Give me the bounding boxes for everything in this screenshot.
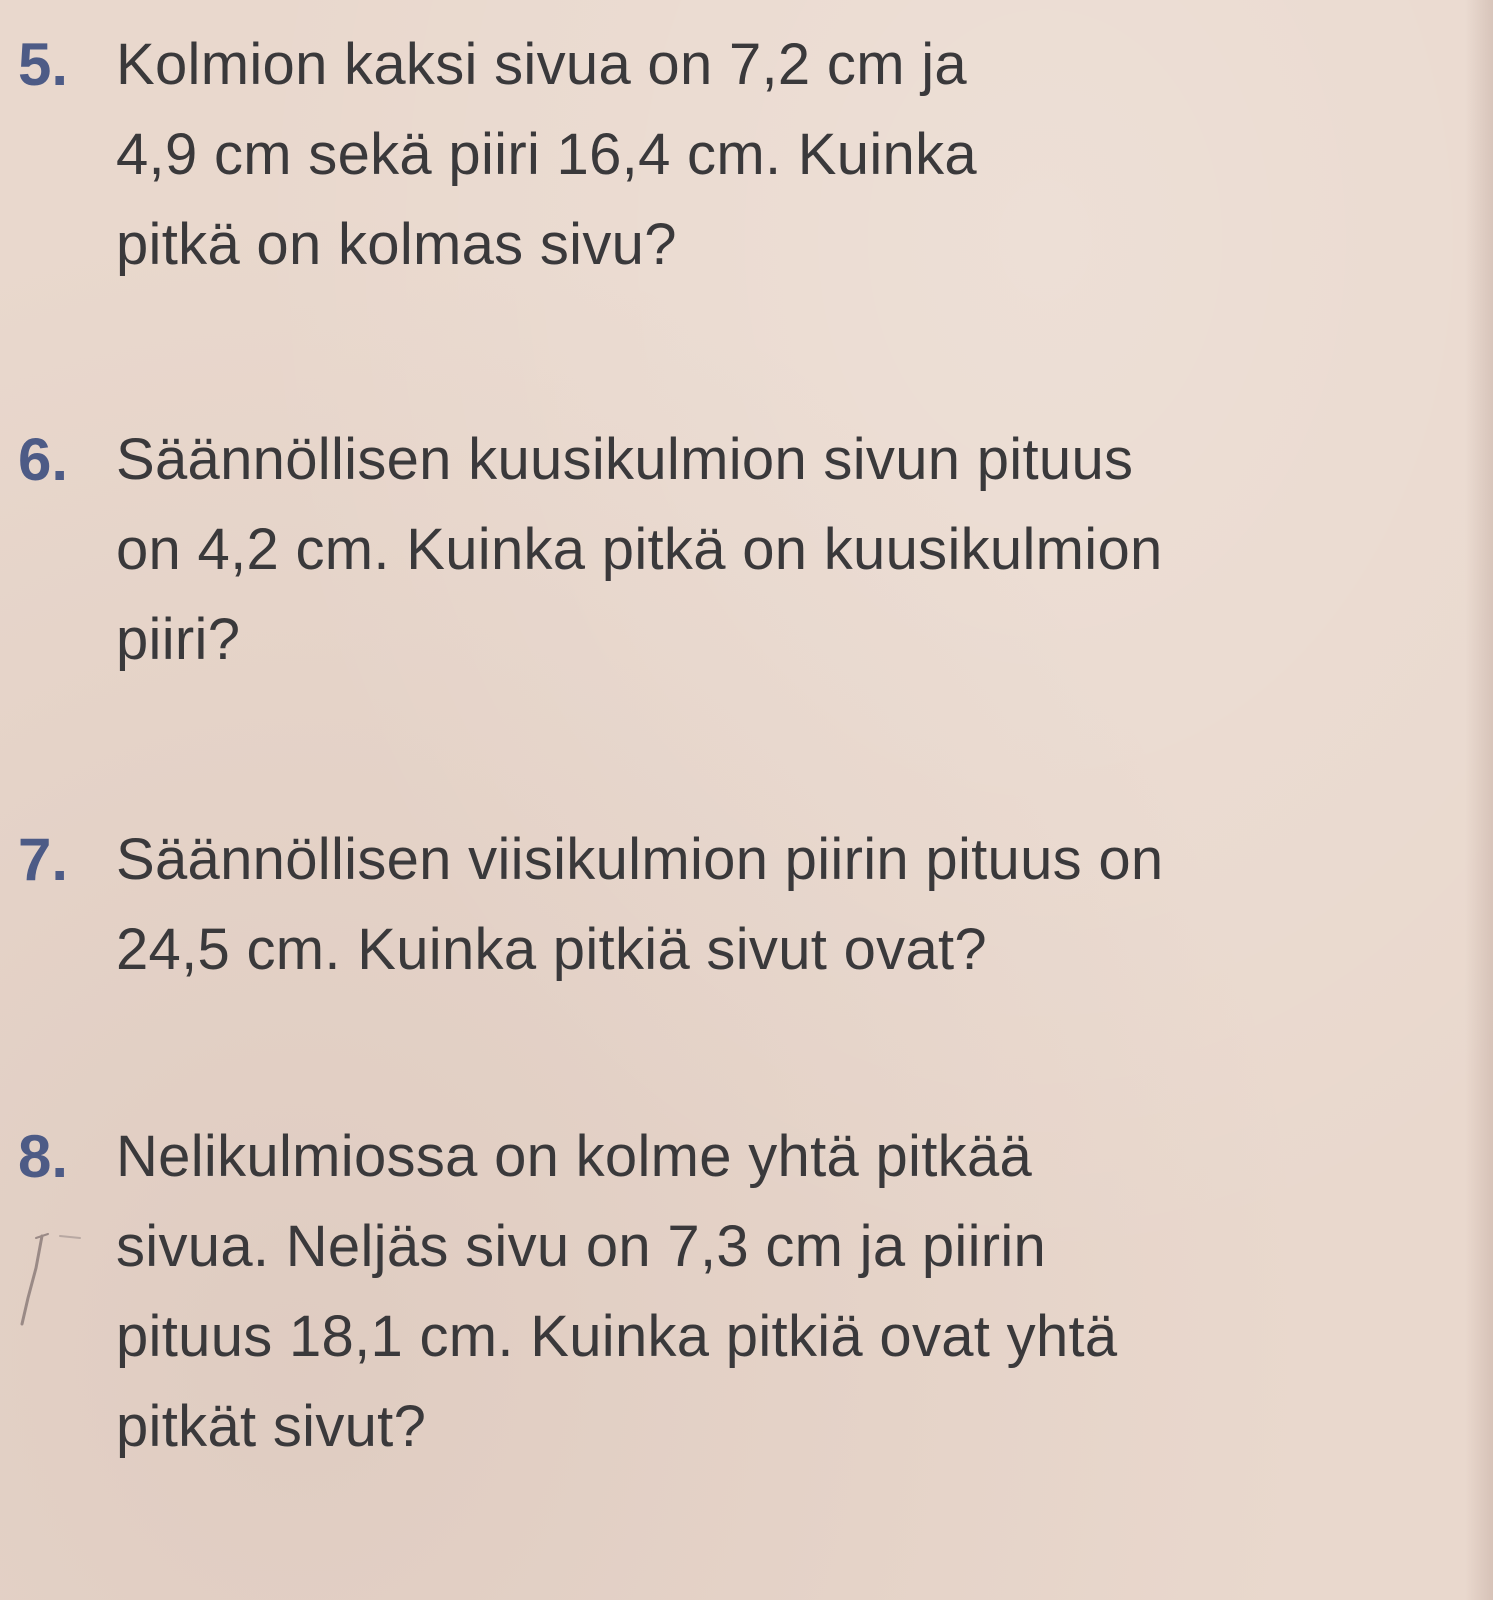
exercise-text-line: pitkä on kolmas sivu?	[116, 212, 677, 277]
exercise-text-line: pituus 18,1 cm. Kuinka pitkiä ovat yhtä	[116, 1304, 1118, 1369]
exercise-number: 7.	[18, 826, 69, 893]
exercise-text-line: Säännöllisen kuusikulmion sivun pituus	[116, 427, 1134, 492]
exercise-number: 5.	[18, 31, 69, 98]
exercise-text-line: sivua. Neljäs sivu on 7,3 cm ja piirin	[116, 1214, 1047, 1279]
exercise-number: 6.	[18, 426, 69, 493]
exercise-text-line: Kolmion kaksi sivua on 7,2 cm ja	[116, 32, 967, 97]
exercise-text	[116, 20, 977, 290]
exercise-text	[116, 815, 1163, 995]
exercise-text-line: 4,9 cm sekä piiri 16,4 cm. Kuinka	[116, 122, 977, 187]
pencil-mark	[8, 1228, 88, 1338]
exercise-text-line: Nelikulmiossa on kolme yhtä pitkää	[116, 1124, 1033, 1189]
exercise-number: 8.	[18, 1123, 69, 1190]
exercise-text	[116, 415, 1163, 685]
exercise-text-line: piiri?	[116, 607, 241, 672]
exercise-text-line: Säännöllisen viisikulmion piirin pituus on	[116, 827, 1164, 892]
exercise-text-line: pitkät sivut?	[116, 1394, 427, 1459]
exercise-text-line: 24,5 cm. Kuinka pitkiä sivut ovat?	[116, 917, 987, 982]
exercise-text	[116, 1112, 1117, 1472]
page-edge-shadow	[1465, 0, 1493, 1600]
exercise-text-line: on 4,2 cm. Kuinka pitkä on kuusikulmion	[116, 517, 1163, 582]
